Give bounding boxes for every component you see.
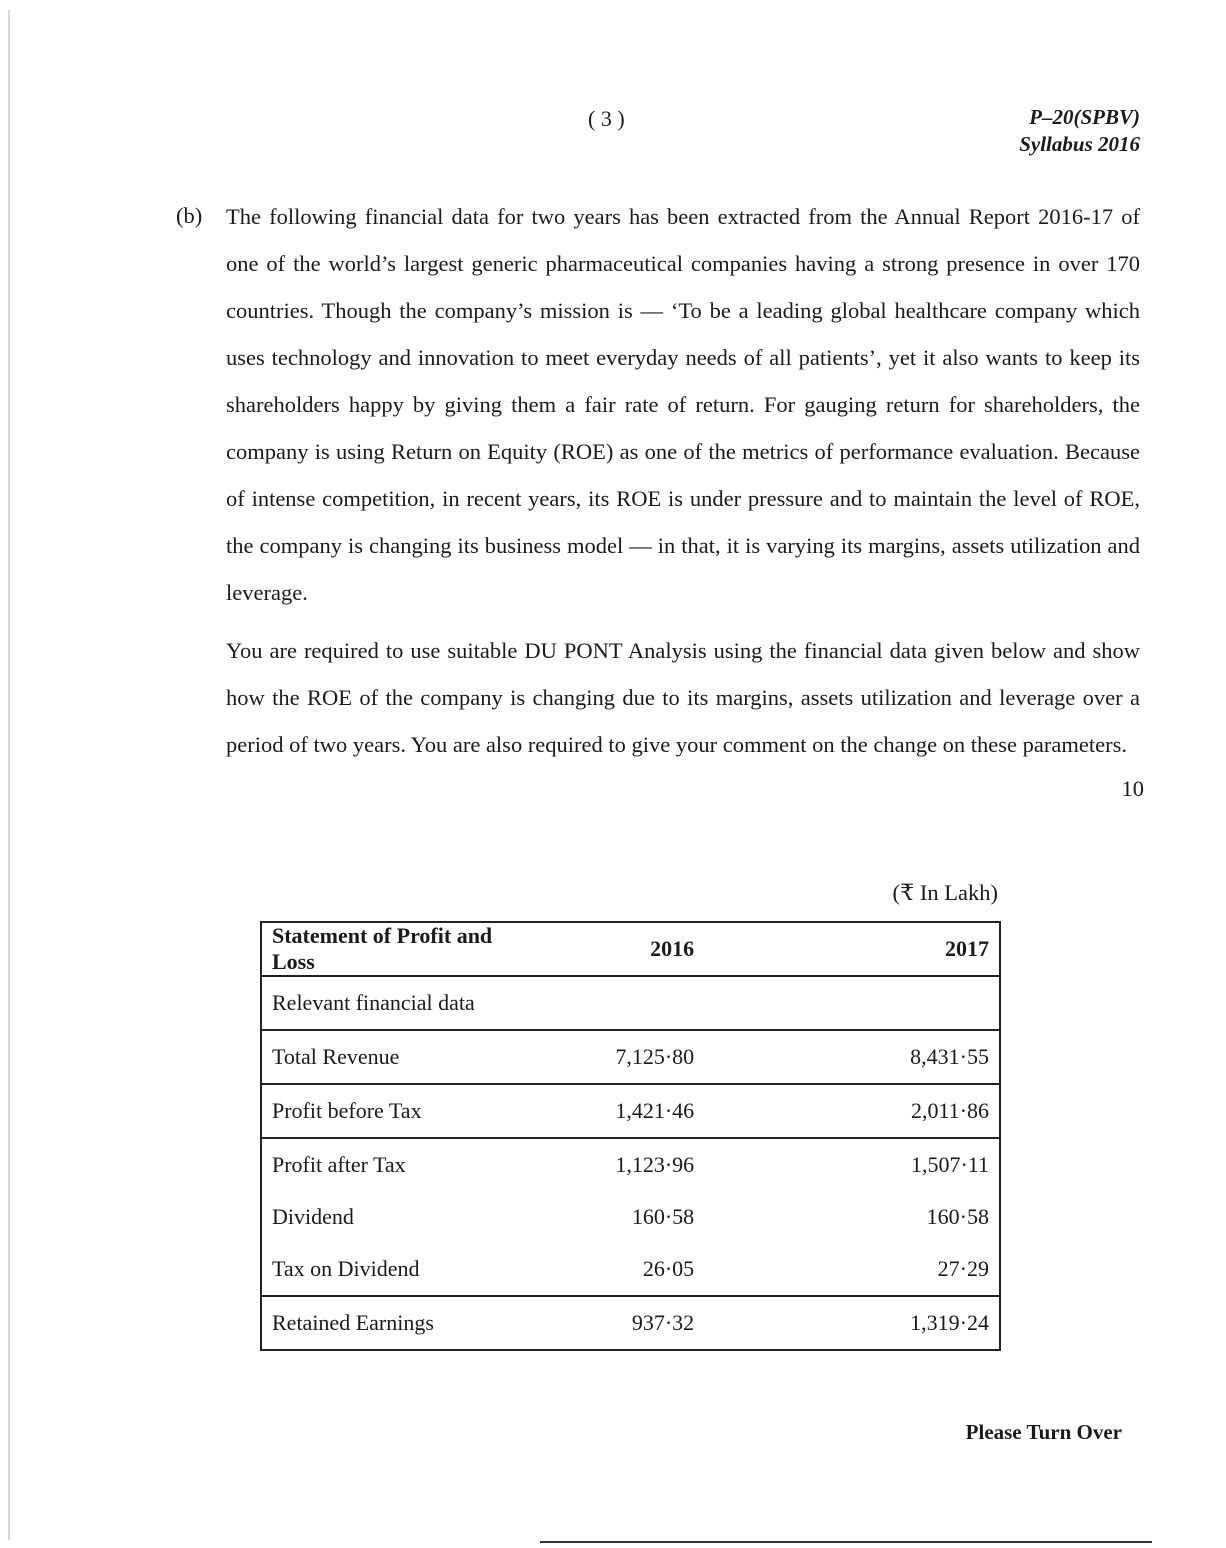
row-value-2017: 8,431·55 — [910, 1044, 989, 1069]
row-value-2016: 7,125·80 — [615, 1044, 695, 1069]
question-marks: 10 — [1121, 776, 1144, 801]
page-edge — [8, 10, 10, 1540]
question-paragraph-1: The following financial data for two years has been extracted from the Annual Report 2016-17 of one of the world’s largest generic pharmaceutical companies having a strong presence in over 170 countries. Though the company’s mission is — ‘To be a leading global healthcare company which uses technology and innovation to meet everyday needs of all patients’, yet it also wants to keep its shareholders happy by giving them a fair rate of return. For gauging return for shareholders, the company is using Return on Equity (ROE) as one of the metrics of performance evaluation. Because of intense competition, in recent years, its ROE is under pressure and to maintain the level of ROE, the company is changing its business model — in that, it is varying its margins, assets utilization and leverage. — [226, 204, 1140, 605]
table-row — [261, 1243, 1000, 1296]
row-value-2016: 26·05 — [642, 1256, 695, 1281]
row-label: Profit after Tax — [272, 1152, 406, 1177]
row-label: Total Revenue — [272, 1044, 400, 1069]
row-value-2017: 1,507·11 — [910, 1152, 989, 1177]
question-paragraph-2: You are required to use suitable DU PONT Analysis using the financial data given below and show how the ROE of the company is changing due to its margins, assets utilization and leverage over a period of two years. You are also required to give your comment on the change on these parameters. — [226, 638, 1140, 757]
row-label: Dividend — [272, 1204, 354, 1229]
row-value-2017: 160·58 — [926, 1204, 989, 1229]
page-number: ( 3 ) — [588, 106, 625, 131]
row-value-2017: 27·29 — [937, 1256, 989, 1281]
table-row — [261, 1084, 1000, 1138]
table-unit: (₹ In Lakh) — [892, 880, 998, 905]
row-label: Profit before Tax — [272, 1098, 422, 1123]
footer-rule — [540, 1541, 1152, 1543]
row-value-2016: 1,421·46 — [615, 1098, 695, 1123]
table-row — [261, 1030, 1000, 1084]
row-label: Retained Earnings — [272, 1310, 434, 1335]
paper-code: P–20(SPBV) — [1029, 105, 1140, 129]
table-header-2016: 2016 — [650, 936, 695, 961]
row-value-2016: 937·32 — [631, 1310, 695, 1335]
table-row — [261, 1296, 1000, 1350]
row-label: Tax on Dividend — [272, 1256, 420, 1281]
table-header-row — [261, 922, 1000, 976]
table-section-row — [261, 976, 1000, 1030]
table-header-title: Statement of Profit and Loss — [272, 923, 493, 974]
question-label: (b) — [176, 203, 203, 228]
row-value-2016: 1,123·96 — [615, 1152, 695, 1177]
row-value-2017: 1,319·24 — [910, 1310, 989, 1335]
row-value-2016: 160·58 — [631, 1204, 695, 1229]
please-turn-over: Please Turn Over — [965, 1420, 1122, 1444]
table-section-label: Relevant financial data — [272, 990, 475, 1015]
table-row — [261, 1138, 1000, 1191]
row-value-2017: 2,011·86 — [910, 1098, 989, 1123]
table-header-2017: 2017 — [945, 936, 989, 961]
syllabus-label: Syllabus 2016 — [1019, 132, 1140, 156]
table-row — [261, 1191, 1000, 1243]
profit-loss-table — [260, 921, 1001, 1351]
paper-code-block — [1019, 104, 1140, 158]
